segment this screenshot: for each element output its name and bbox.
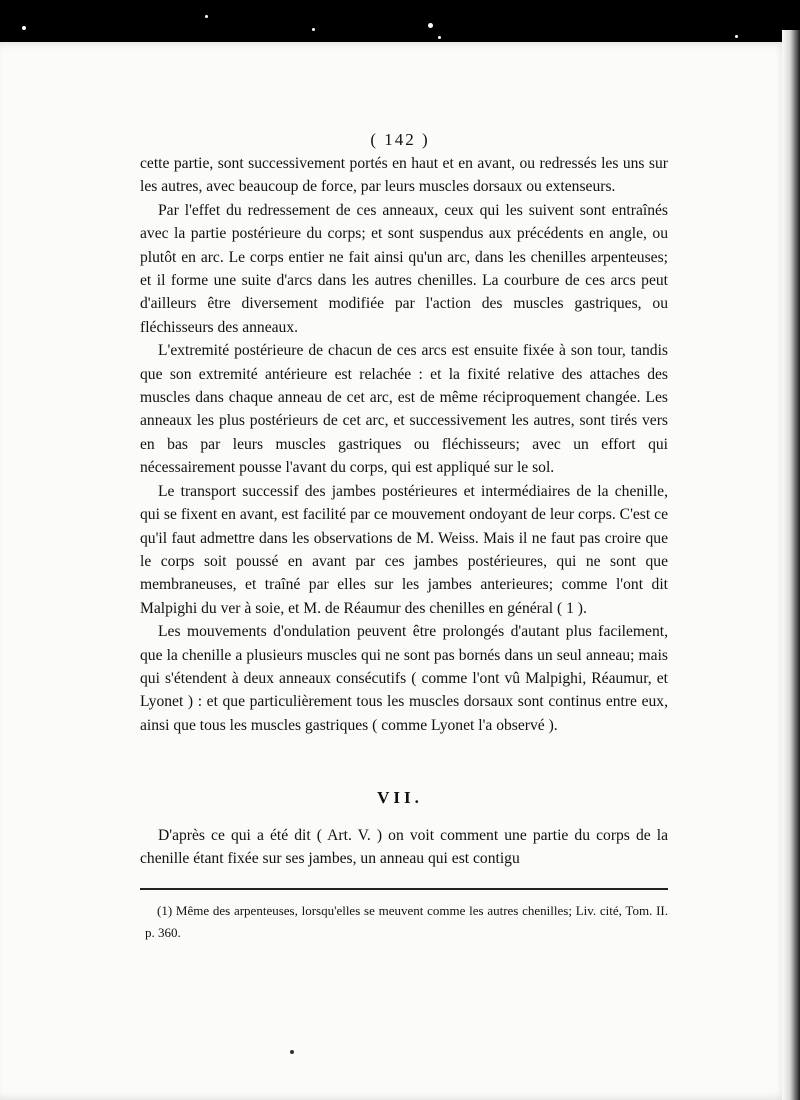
section-paragraph: D'après ce qui a été dit ( Art. V. ) on voit comment une partie du corps de la chenille étant fixée sur ses jambes, un anneau qui est contigu [140, 827, 668, 868]
scan-speck [205, 15, 208, 18]
paragraph-3: L'extremité postérieure de chacun de ces arcs est ensuite fixée à son tour, tandis que son extremité antérieure est relachée : et la fixité relative des attaches des muscles dans chaque anneau de cet arc, est de même réciproquement changée. Les anneaux les plus postérieurs de cet arc, et successivement les autres, sont tirés vers en bas par leurs muscles gastriques ou fléchisseurs; avec un effort qui nécessairement pousse l'avant du corps, qui est appliqué sur le sol. [140, 342, 668, 477]
paragraph-2: Par l'effet du redressement de ces anneaux, ceux qui les suivent sont entraînés avec la partie postérieure du corps; et sont suspendus aux précédents en angle, ou plutôt en arc. Le corps entier ne fait ainsi qu'un arc, dans les chenilles arpenteuses; et il forme une suite d'arcs dans les autres chenilles. La courbure de ces arcs peut d'ailleurs être diversement modifiée par l'action des muscles gastriques, ou fléchisseurs des anneaux. [140, 201, 668, 336]
footnote-text: (1) Même des arpenteuses, lorsqu'elles se meuvent comme les autres chenilles; Liv. cité, Tom. II. p. 360. [145, 903, 668, 940]
scan-speck [438, 36, 441, 39]
page-edge-shadow [782, 30, 800, 1100]
scan-speck [312, 28, 315, 31]
section-heading: VII. [377, 788, 423, 807]
footnote-rule [140, 888, 668, 890]
scan-speck [735, 35, 738, 38]
footnote [145, 900, 668, 944]
scan-speck [428, 23, 433, 28]
ink-speck [290, 1050, 294, 1054]
paragraph-4: Le transport successif des jambes postérieures et intermédiaires de la chenille, qui se fixent en avant, est facilité par ce mouvement ondoyant de leur corps. C'est ce qu'il faut admettre dans les observations de M. Weiss. Mais il ne faut pas croire que le corps soit poussé en avant par ces jambes postérieures, qui ne sont que membraneuses, et traîné par elles sur les jambes anterieures; comme l'ont dit Malpighi du ver à soie, et M. de Réaumur des chenilles en général ( 1 ). [140, 482, 668, 617]
section-text [140, 824, 668, 871]
main-text [140, 152, 668, 737]
paragraph-5: Les mouvements d'ondulation peuvent être prolongés d'autant plus facilement, que la chenille a plusieurs muscles qui ne sont pas bornés dans un seul anneau; mais qui s'étendent à deux anneaux consécutifs ( comme l'ont vû Malpighi, Réaumur, et Lyonet ) : et que particulièrement tous les muscles dorsaux sont continus entre eux, ainsi que tous les muscles gastriques ( comme Lyonet l'a observé ). [140, 623, 668, 734]
scan-speck [22, 26, 26, 30]
page-number: ( 142 ) [370, 130, 430, 149]
paragraph-1: cette partie, sont successivement portés en haut et en avant, ou redressés les uns sur les autres, avec beaucoup de force, par leurs muscles dorsaux ou extenseurs. [140, 155, 668, 196]
